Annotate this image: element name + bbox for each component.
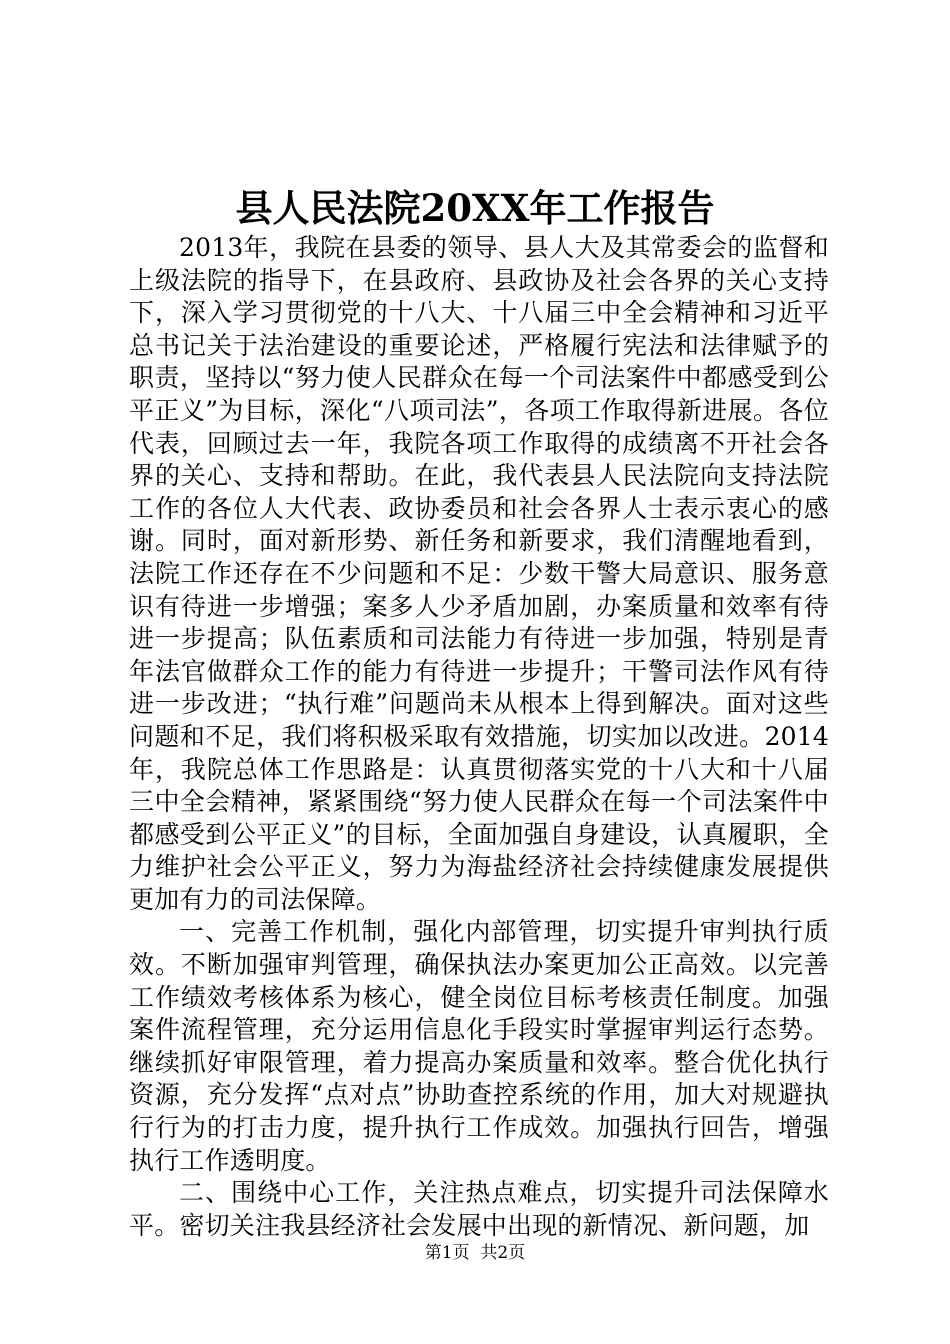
body-paragraph: 二、围绕中心工作，关注热点难点，切实提升司法保障水平。密切关注我县经济社会发展中出现的新情况、新问题，加	[129, 1178, 829, 1240]
document-body	[129, 232, 829, 1242]
body-paragraph: 2013年，我院在县委的领导、县人大及其常委会的监督和上级法院的指导下，在县政府、县政协及社会各界的关心支持下，深入学习贯彻党的十八大、十八届三中全会精神和习近平总书记关于法治建设的重要论述，严格履行宪法和法律赋予的职责，坚持以“努力使人民群众在每一个司法案件中都感受到公平正义”为目标，深化“八项司法”，各项工作取得新进展。各位代表，回顾过去一年，我院各项工作取得的成绩离不开社会各界的关心、支持和帮助。在此，我代表县人民法院向支持法院工作的各位人大代表、政协委员和社会各界人士表示衷心的感谢。同时，面对新形势、新任务和新要求，我们清醒地看到，法院工作还存在不少问题和不足：少数干警大局意识、服务意识有待进一步增强；案多人少矛盾加剧，办案质量和效率有待进一步提高；队伍素质和司法能力有待进一步加强，特别是青年法官做群众工作的能力有待进一步提升；干警司法作风有待进一步改进；“执行难”问题尚未从根本上得到解决。面对这些问题和不足，我们将积极采取有效措施，切实加以改进。2014年，我院总体工作思路是：认真贯彻落实党的十八大和十八届三中全会精神，紧紧围绕“努力使人民群众在每一个司法案件中都感受到公平正义”的目标，全面加强自身建设，认真履职，全力维护社会公平正义，努力为海盐经济社会持续健康发展提供更加有力的司法保障。	[129, 233, 829, 914]
page-number: 第1页	[424, 1243, 470, 1263]
page-footer	[0, 1241, 950, 1265]
document-title: 县人民法院20XX年工作报告	[235, 186, 715, 230]
footer-separator	[470, 1243, 481, 1263]
body-paragraph: 一、完善工作机制，强化内部管理，切实提升审判执行质效。不断加强审判管理，确保执法办案更加公正高效。以完善工作绩效考核体系为核心，健全岗位目标考核责任制度。加强案件流程管理，充分运用信息化手段实时掌握审判运行态势。继续抓好审限管理，着力提高办案质量和效率。整合优化执行资源，充分发挥“点对点”协助查控系统的作用，加大对规避执行行为的打击力度，提升执行工作成效。加强执行回告，增强执行工作透明度。	[129, 917, 829, 1175]
page-total: 共2页	[480, 1243, 526, 1263]
